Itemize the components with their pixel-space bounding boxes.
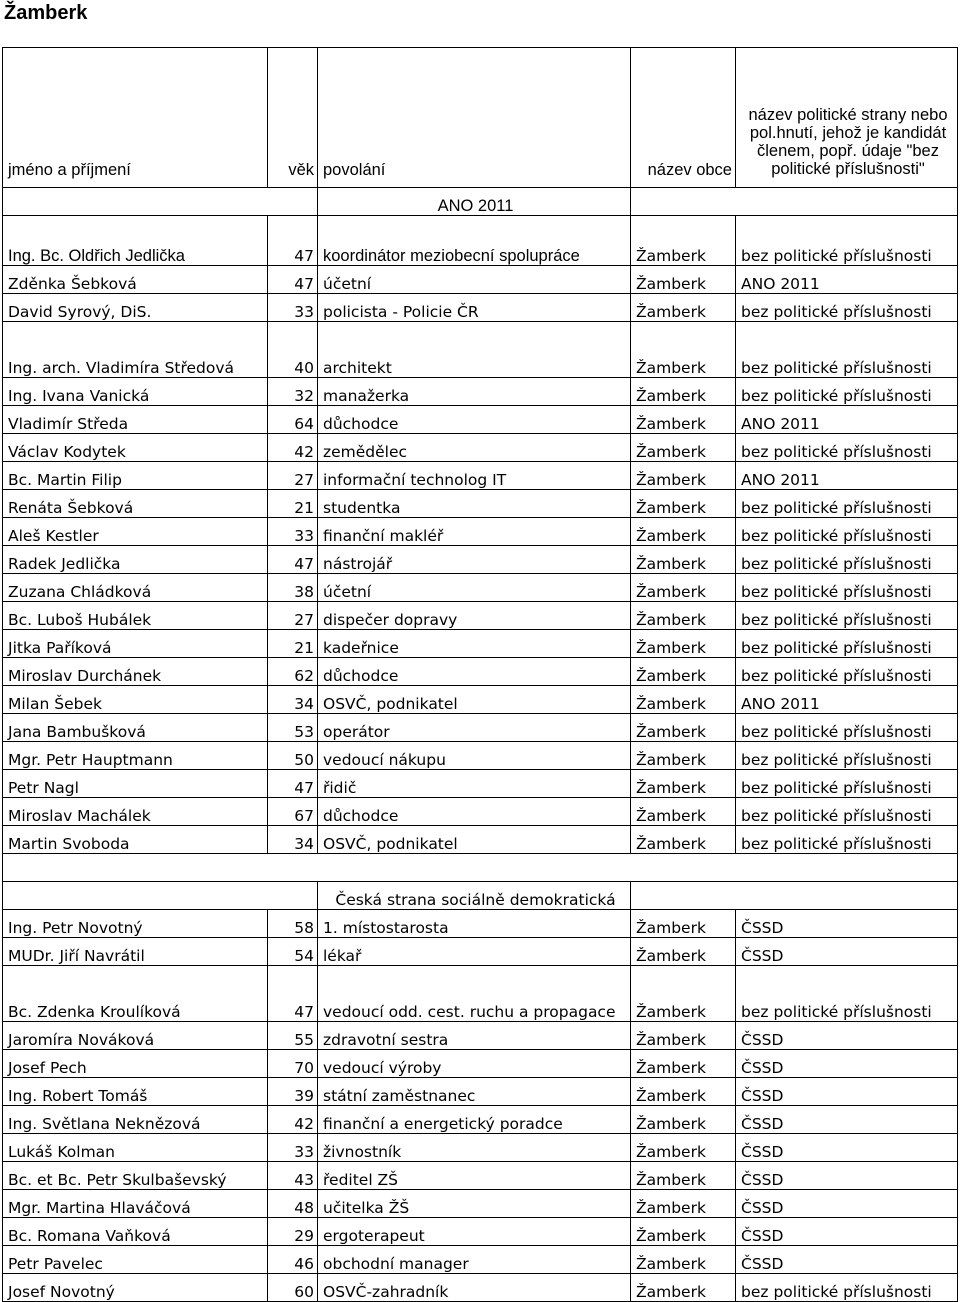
- table-row: [3, 378, 958, 406]
- candidate-age: 32: [268, 378, 318, 406]
- candidate-affiliation: bez politické příslušnosti: [736, 714, 958, 742]
- candidate-occupation: důchodce: [318, 658, 631, 686]
- candidate-affiliation: ČSSD: [736, 1246, 958, 1274]
- table-row: [3, 714, 958, 742]
- candidate-age: 27: [268, 602, 318, 630]
- candidate-age: 42: [268, 1106, 318, 1134]
- table-row: [3, 574, 958, 602]
- candidate-municipality: Žamberk: [631, 546, 736, 574]
- candidate-age: 64: [268, 406, 318, 434]
- candidate-name: Jaromíra Nováková: [3, 1022, 268, 1050]
- candidate-age: 55: [268, 1022, 318, 1050]
- table-row: [3, 518, 958, 546]
- candidate-occupation: studentka: [318, 490, 631, 518]
- party-name: Česká strana sociálně demokratická: [318, 882, 631, 910]
- candidate-affiliation: bez politické příslušnosti: [736, 574, 958, 602]
- table-row: [3, 406, 958, 434]
- candidate-occupation: řidič: [318, 770, 631, 798]
- candidate-affiliation: bez politické příslušnosti: [736, 770, 958, 798]
- candidate-name: Mgr. Petr Hauptmann: [3, 742, 268, 770]
- candidate-municipality: Žamberk: [631, 1050, 736, 1078]
- party-header-spacer: [631, 188, 958, 216]
- candidate-affiliation: bez politické příslušnosti: [736, 1274, 958, 1302]
- candidate-name: Ing. Robert Tomáš: [3, 1078, 268, 1106]
- candidate-occupation: OSVČ, podnikatel: [318, 826, 631, 854]
- candidate-name: Zděnka Šebková: [3, 266, 268, 294]
- candidate-occupation: nástrojář: [318, 546, 631, 574]
- candidate-occupation: ředitel ZŠ: [318, 1162, 631, 1190]
- candidate-municipality: Žamberk: [631, 1274, 736, 1302]
- table-row: [3, 1218, 958, 1246]
- candidate-municipality: Žamberk: [631, 798, 736, 826]
- candidate-name: Martin Svoboda: [3, 826, 268, 854]
- candidate-age: 53: [268, 714, 318, 742]
- candidate-affiliation: ČSSD: [736, 1218, 958, 1246]
- candidate-name: Miroslav Durchánek: [3, 658, 268, 686]
- candidate-municipality: Žamberk: [631, 322, 736, 378]
- candidate-affiliation: bez politické příslušnosti: [736, 518, 958, 546]
- candidate-age: 38: [268, 574, 318, 602]
- candidate-table: [2, 47, 958, 1302]
- candidate-age: 47: [268, 266, 318, 294]
- candidate-occupation: zemědělec: [318, 434, 631, 462]
- candidate-affiliation: ČSSD: [736, 1190, 958, 1218]
- candidate-affiliation: bez politické příslušnosti: [736, 434, 958, 462]
- candidate-name: Radek Jedlička: [3, 546, 268, 574]
- candidate-occupation: ergoterapeut: [318, 1218, 631, 1246]
- candidate-name: Vladimír Středa: [3, 406, 268, 434]
- candidate-municipality: Žamberk: [631, 1162, 736, 1190]
- candidate-name: Bc. Romana Vaňková: [3, 1218, 268, 1246]
- candidate-age: 47: [268, 966, 318, 1022]
- candidate-age: 50: [268, 742, 318, 770]
- table-row: [3, 1050, 958, 1078]
- candidate-municipality: Žamberk: [631, 406, 736, 434]
- candidate-table-body: [3, 48, 958, 1302]
- candidate-affiliation: bez politické příslušnosti: [736, 826, 958, 854]
- table-row: [3, 462, 958, 490]
- candidate-municipality: Žamberk: [631, 826, 736, 854]
- candidate-age: 47: [268, 770, 318, 798]
- candidate-name: Zuzana Chládková: [3, 574, 268, 602]
- candidate-name: Lukáš Kolman: [3, 1134, 268, 1162]
- table-row: [3, 322, 958, 378]
- candidate-occupation: architekt: [318, 322, 631, 378]
- page-title: Žamberk: [4, 2, 88, 24]
- candidate-affiliation: bez politické příslušnosti: [736, 630, 958, 658]
- candidate-municipality: Žamberk: [631, 490, 736, 518]
- candidate-municipality: Žamberk: [631, 714, 736, 742]
- candidate-affiliation: ANO 2011: [736, 686, 958, 714]
- candidate-occupation: operátor: [318, 714, 631, 742]
- party-header-row: [3, 882, 958, 910]
- candidate-age: 33: [268, 1134, 318, 1162]
- candidate-age: 42: [268, 434, 318, 462]
- table-row: [3, 938, 958, 966]
- candidate-occupation: finanční a energetický poradce: [318, 1106, 631, 1134]
- candidate-municipality: Žamberk: [631, 266, 736, 294]
- candidate-name: Bc. Zdenka Kroulíková: [3, 966, 268, 1022]
- table-row: [3, 966, 958, 1022]
- candidate-affiliation: bez politické příslušnosti: [736, 798, 958, 826]
- candidate-municipality: Žamberk: [631, 966, 736, 1022]
- table-row: [3, 266, 958, 294]
- candidate-age: 34: [268, 686, 318, 714]
- candidate-municipality: Žamberk: [631, 434, 736, 462]
- candidate-municipality: Žamberk: [631, 294, 736, 322]
- candidate-name: David Syrový, DiS.: [3, 294, 268, 322]
- party-header-spacer: [3, 882, 318, 910]
- party-header-row: [3, 188, 958, 216]
- candidate-occupation: 1. místostarosta: [318, 910, 631, 938]
- table-row: [3, 630, 958, 658]
- candidate-affiliation: ČSSD: [736, 1162, 958, 1190]
- candidate-affiliation: bez politické příslušnosti: [736, 322, 958, 378]
- table-row: [3, 1134, 958, 1162]
- table-row: [3, 826, 958, 854]
- party-name: ANO 2011: [318, 188, 631, 216]
- candidate-occupation: informační technolog IT: [318, 462, 631, 490]
- candidate-name: Renáta Šebková: [3, 490, 268, 518]
- candidate-affiliation: ČSSD: [736, 1134, 958, 1162]
- header-age: věk: [268, 48, 318, 188]
- candidate-occupation: koordinátor meziobecní spolupráce: [318, 216, 631, 266]
- candidate-municipality: Žamberk: [631, 1022, 736, 1050]
- candidate-occupation: finanční makléř: [318, 518, 631, 546]
- candidate-occupation: manažerka: [318, 378, 631, 406]
- candidate-occupation: účetní: [318, 574, 631, 602]
- header-name: jméno a příjmení: [3, 48, 268, 188]
- candidate-occupation: OSVČ-zahradník: [318, 1274, 631, 1302]
- candidate-municipality: Žamberk: [631, 1078, 736, 1106]
- candidate-municipality: Žamberk: [631, 1246, 736, 1274]
- candidate-age: 43: [268, 1162, 318, 1190]
- candidate-name: Petr Pavelec: [3, 1246, 268, 1274]
- candidate-municipality: Žamberk: [631, 1190, 736, 1218]
- candidate-name: Ing. Ivana Vanická: [3, 378, 268, 406]
- table-row: [3, 910, 958, 938]
- candidate-affiliation: ČSSD: [736, 1022, 958, 1050]
- candidate-affiliation: ANO 2011: [736, 406, 958, 434]
- table-row: [3, 294, 958, 322]
- candidate-occupation: obchodní manager: [318, 1246, 631, 1274]
- candidate-occupation: zdravotní sestra: [318, 1022, 631, 1050]
- candidate-name: Bc. Martin Filip: [3, 462, 268, 490]
- candidate-name: Petr Nagl: [3, 770, 268, 798]
- candidate-municipality: Žamberk: [631, 378, 736, 406]
- candidate-age: 39: [268, 1078, 318, 1106]
- candidate-name: Václav Kodytek: [3, 434, 268, 462]
- table-row: [3, 798, 958, 826]
- candidate-affiliation: ČSSD: [736, 1050, 958, 1078]
- candidate-affiliation: bez politické příslušnosti: [736, 966, 958, 1022]
- table-row: [3, 1246, 958, 1274]
- candidate-name: Josef Pech: [3, 1050, 268, 1078]
- candidate-name: Ing. Světlana Neknězová: [3, 1106, 268, 1134]
- candidate-municipality: Žamberk: [631, 462, 736, 490]
- candidate-name: MUDr. Jiří Navrátil: [3, 938, 268, 966]
- candidate-affiliation: bez politické příslušnosti: [736, 602, 958, 630]
- table-row: [3, 1274, 958, 1302]
- candidate-name: Miroslav Machálek: [3, 798, 268, 826]
- candidate-occupation: učitelka ŽŠ: [318, 1190, 631, 1218]
- candidate-name: Bc. Luboš Hubálek: [3, 602, 268, 630]
- table-row: [3, 1190, 958, 1218]
- candidate-occupation: živnostník: [318, 1134, 631, 1162]
- table-row: [3, 1162, 958, 1190]
- party-header-spacer: [631, 882, 958, 910]
- candidate-occupation: důchodce: [318, 798, 631, 826]
- candidate-municipality: Žamberk: [631, 770, 736, 798]
- candidate-name: Mgr. Martina Hlaváčová: [3, 1190, 268, 1218]
- candidate-name: Milan Šebek: [3, 686, 268, 714]
- table-row: [3, 602, 958, 630]
- candidate-name: Jitka Paříková: [3, 630, 268, 658]
- candidate-affiliation: bez politické příslušnosti: [736, 742, 958, 770]
- candidate-affiliation: bez politické příslušnosti: [736, 378, 958, 406]
- candidate-age: 46: [268, 1246, 318, 1274]
- table-row: [3, 742, 958, 770]
- candidate-municipality: Žamberk: [631, 216, 736, 266]
- table-row: [3, 546, 958, 574]
- candidate-occupation: účetní: [318, 266, 631, 294]
- candidate-age: 70: [268, 1050, 318, 1078]
- candidate-affiliation: ČSSD: [736, 1106, 958, 1134]
- candidate-municipality: Žamberk: [631, 742, 736, 770]
- candidate-affiliation: bez politické příslušnosti: [736, 216, 958, 266]
- section-spacer: [3, 854, 958, 882]
- candidate-occupation: dispečer dopravy: [318, 602, 631, 630]
- candidate-municipality: Žamberk: [631, 518, 736, 546]
- candidate-age: 47: [268, 216, 318, 266]
- candidate-name: Ing. Petr Novotný: [3, 910, 268, 938]
- candidate-occupation: OSVČ, podnikatel: [318, 686, 631, 714]
- candidate-municipality: Žamberk: [631, 1134, 736, 1162]
- candidate-age: 58: [268, 910, 318, 938]
- candidate-age: 60: [268, 1274, 318, 1302]
- candidate-affiliation: ČSSD: [736, 938, 958, 966]
- table-row: [3, 770, 958, 798]
- candidate-occupation: důchodce: [318, 406, 631, 434]
- candidate-municipality: Žamberk: [631, 602, 736, 630]
- candidate-name: Jana Bambušková: [3, 714, 268, 742]
- table-row: [3, 686, 958, 714]
- candidate-affiliation: ČSSD: [736, 910, 958, 938]
- candidate-occupation: policista - Policie ČR: [318, 294, 631, 322]
- candidate-occupation: vedoucí nákupu: [318, 742, 631, 770]
- candidate-affiliation: ANO 2011: [736, 462, 958, 490]
- candidate-name: Josef Novotný: [3, 1274, 268, 1302]
- candidate-affiliation: ANO 2011: [736, 266, 958, 294]
- candidate-age: 34: [268, 826, 318, 854]
- header-party: název politické strany nebo pol.hnutí, jehož je kandidát členem, popř. údaje "bez politické příslušnosti": [736, 48, 958, 188]
- candidate-name: Aleš Kestler: [3, 518, 268, 546]
- candidate-occupation: kadeřnice: [318, 630, 631, 658]
- candidate-age: 29: [268, 1218, 318, 1246]
- candidate-age: 33: [268, 518, 318, 546]
- candidate-age: 67: [268, 798, 318, 826]
- candidate-occupation: vedoucí výroby: [318, 1050, 631, 1078]
- table-row: [3, 658, 958, 686]
- candidate-municipality: Žamberk: [631, 658, 736, 686]
- candidate-age: 33: [268, 294, 318, 322]
- candidate-age: 54: [268, 938, 318, 966]
- table-row: [3, 1106, 958, 1134]
- candidate-age: 21: [268, 630, 318, 658]
- candidate-municipality: Žamberk: [631, 1106, 736, 1134]
- candidate-age: 40: [268, 322, 318, 378]
- candidate-name: Ing. Bc. Oldřich Jedlička: [3, 216, 268, 266]
- table-row: [3, 490, 958, 518]
- candidate-age: 62: [268, 658, 318, 686]
- candidate-occupation: lékař: [318, 938, 631, 966]
- candidate-affiliation: bez politické příslušnosti: [736, 658, 958, 686]
- candidate-age: 21: [268, 490, 318, 518]
- table-row: [3, 1022, 958, 1050]
- candidate-age: 47: [268, 546, 318, 574]
- candidate-municipality: Žamberk: [631, 630, 736, 658]
- candidate-municipality: Žamberk: [631, 686, 736, 714]
- candidate-affiliation: bez politické příslušnosti: [736, 294, 958, 322]
- candidate-name: Bc. et Bc. Petr Skulbaševský: [3, 1162, 268, 1190]
- section-spacer-row: [3, 854, 958, 882]
- candidate-municipality: Žamberk: [631, 1218, 736, 1246]
- candidate-name: Ing. arch. Vladimíra Středová: [3, 322, 268, 378]
- candidate-occupation: státní zaměstnanec: [318, 1078, 631, 1106]
- candidate-affiliation: bez politické příslušnosti: [736, 546, 958, 574]
- table-row: [3, 1078, 958, 1106]
- header-municipality: název obce: [631, 48, 736, 188]
- candidate-municipality: Žamberk: [631, 910, 736, 938]
- candidate-municipality: Žamberk: [631, 938, 736, 966]
- candidate-affiliation: ČSSD: [736, 1078, 958, 1106]
- candidate-age: 27: [268, 462, 318, 490]
- table-row: [3, 434, 958, 462]
- header-row: [3, 48, 958, 188]
- candidate-affiliation: bez politické příslušnosti: [736, 490, 958, 518]
- candidate-municipality: Žamberk: [631, 574, 736, 602]
- header-occupation: povolání: [318, 48, 631, 188]
- candidate-age: 48: [268, 1190, 318, 1218]
- table-row: [3, 216, 958, 266]
- party-header-spacer: [3, 188, 318, 216]
- candidate-occupation: vedoucí odd. cest. ruchu a propagace: [318, 966, 631, 1022]
